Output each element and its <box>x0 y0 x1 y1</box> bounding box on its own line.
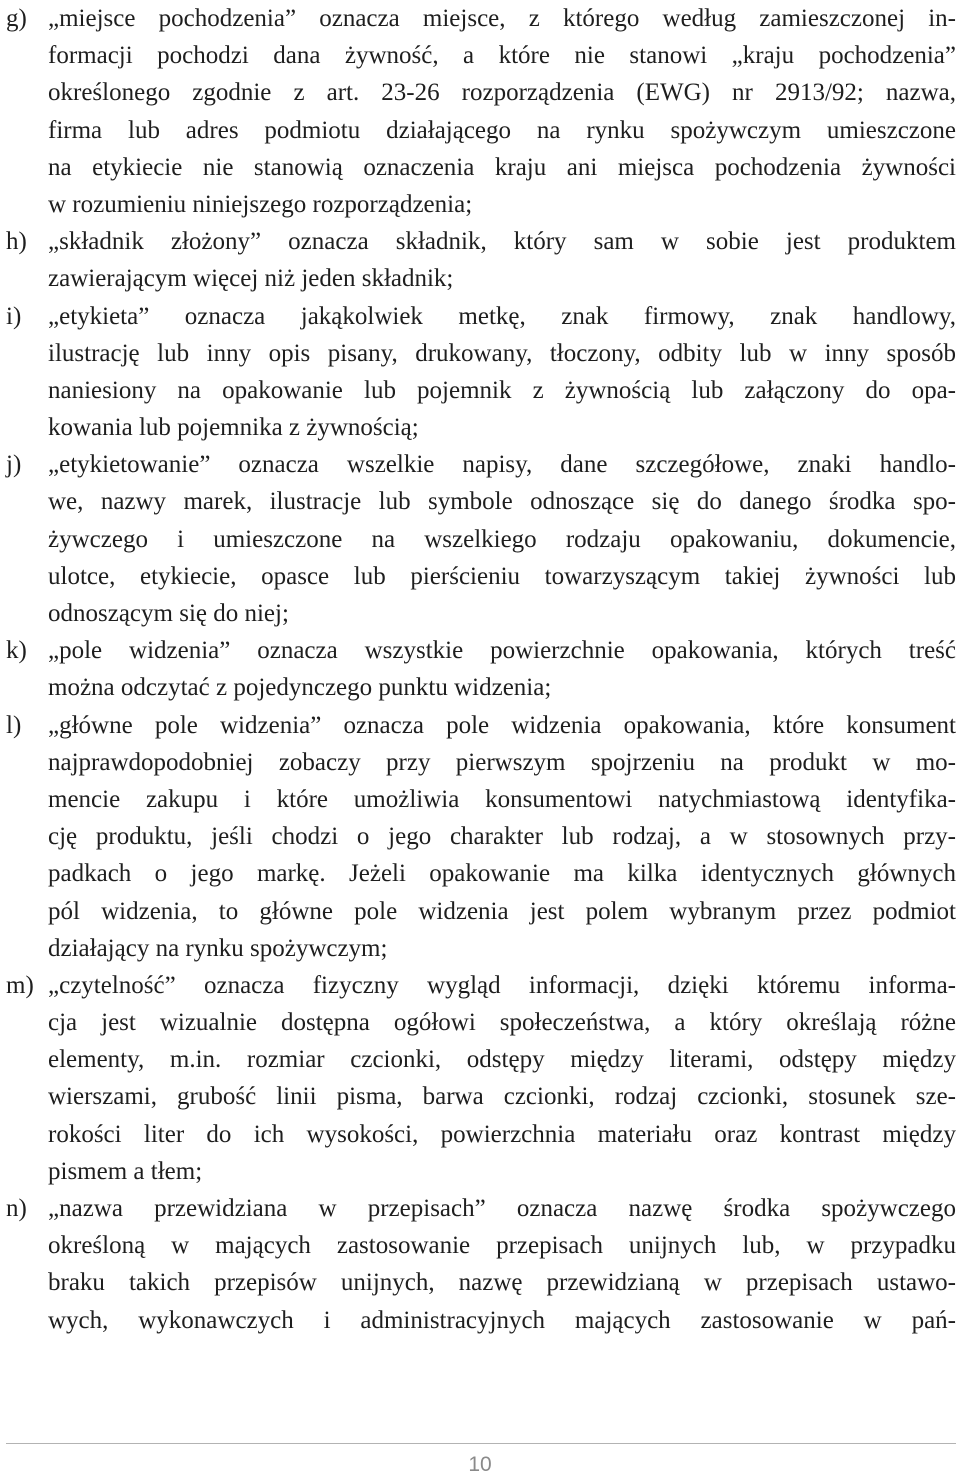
text-line: mencie zakupu i które umożliwia konsumentowi natychmiastową identyfika- <box>48 785 956 813</box>
page-number: 10 <box>468 1453 492 1476</box>
text-line: zawierającym więcej niż jeden składnik; <box>48 265 454 293</box>
text-line: pól widzenia, to główne pole widzenia jest polem wybranym przez podmiot <box>48 897 956 925</box>
text-line: wych, wykonawczych i administracyjnych mających zastosowanie w pań- <box>48 1306 956 1334</box>
text-line: ulotce, etykiecie, opasce lub pierścieniu towarzyszącym takiej żywności lub <box>48 562 956 590</box>
definition-k <box>6 632 956 706</box>
text-line: formacji pochodzi dana żywność, a które nie stanowi „kraju pochodzenia” <box>48 42 956 70</box>
text-line: „czytelność” oznacza fizyczny wygląd informacji, dzięki któremu informa- <box>48 971 956 999</box>
definition-i <box>6 298 956 447</box>
definition-l <box>6 707 956 967</box>
definition-text <box>48 1190 956 1339</box>
definition-text <box>48 298 956 447</box>
definition-letter: h) <box>6 228 27 256</box>
text-line: „składnik złożony” oznacza składnik, który sam w sobie jest produktem <box>48 228 956 256</box>
definition-text <box>48 707 956 967</box>
text-line: najprawdopodobniej zobaczy przy pierwszym spojrzeniu na produkt w mo- <box>48 748 956 776</box>
text-line: „nazwa przewidziana w przepisach” oznacza nazwę środka spożywczego <box>48 1195 956 1222</box>
definition-text <box>48 446 956 632</box>
definition-letter: m) <box>6 971 34 999</box>
text-line: „pole widzenia” oznacza wszystkie powierzchnie opakowania, których treść <box>48 637 956 665</box>
definition-text <box>48 967 956 1190</box>
text-line: działający na rynku spożywczym; <box>48 934 388 962</box>
definition-text <box>48 223 956 297</box>
footer-divider <box>6 1443 956 1444</box>
text-line: „etykietowanie” oznacza wszelkie napisy, dane szczegółowe, znaki handlo- <box>48 451 956 479</box>
definition-letter: i) <box>6 302 22 330</box>
text-line: odnoszącym się do niej; <box>48 600 289 627</box>
text-line: kowania lub pojemnika z żywnością; <box>48 414 419 442</box>
text-line: rokości liter do ich wysokości, powierzchnia materiału oraz kontrast między <box>48 1120 956 1148</box>
text-line: określoną w mających zastosowanie przepisach unijnych lub, w przypadku <box>48 1232 956 1260</box>
text-line: ilustrację lub inny opis pisany, drukowany, tłoczony, odbity lub w inny sposób <box>48 339 956 367</box>
text-line: padkach o jego markę. Jeżeli opakowanie ma kilka identycznych głównych <box>48 860 956 888</box>
text-line: wierszami, grubość linii pisma, barwa czcionki, rodzaj czcionki, stosunek sze- <box>48 1083 956 1111</box>
text-line: na etykiecie nie stanowią oznaczenia kraju ani miejsca pochodzenia żywności <box>48 153 956 181</box>
definition-letter: l) <box>6 711 22 739</box>
definition-j <box>6 446 956 632</box>
definition-text <box>48 0 956 223</box>
text-line: elementy, m.in. rozmiar czcionki, odstępy między literami, odstępy między <box>48 1046 956 1074</box>
text-line: firma lub adres podmiotu działającego na rynku spożywczym umieszczone <box>48 116 956 144</box>
text-line: we, nazwy marek, ilustracje lub symbole odnoszące się do danego środka spo- <box>48 488 956 516</box>
definition-letter: n) <box>6 1195 27 1222</box>
text-line: cję produktu, jeśli chodzi o jego charakter lub rodzaj, a w stosownych przy- <box>48 823 956 851</box>
definition-g <box>6 0 956 223</box>
text-line: naniesiony na opakowanie lub pojemnik z żywnością lub załączony do opa- <box>48 376 956 404</box>
text-line: braku takich przepisów unijnych, nazwę przewidzianą w przepisach ustawo- <box>48 1269 956 1297</box>
text-line: określonego zgodnie z art. 23-26 rozporządzenia (EWG) nr 2913/92; nazwa, <box>48 79 956 107</box>
definition-text <box>48 632 956 706</box>
definition-letter: j) <box>6 451 22 479</box>
definition-n <box>6 1190 956 1339</box>
definition-letter: k) <box>6 637 27 665</box>
document-body <box>6 0 956 1339</box>
text-line: żywczego i umieszczone na wszelkiego rodzaju opakowaniu, dokumencie, <box>48 525 956 553</box>
text-line: pismem a tłem; <box>48 1157 203 1185</box>
text-line: „miejsce pochodzenia” oznacza miejsce, z którego według zamieszczonej in- <box>48 5 956 32</box>
text-line: „główne pole widzenia” oznacza pole widzenia opakowania, które konsument <box>48 711 956 739</box>
text-line: cja jest wizualnie dostępna ogółowi społeczeństwa, a który określają różne <box>48 1009 956 1037</box>
definition-h <box>6 223 956 297</box>
definition-m <box>6 967 956 1190</box>
text-line: w rozumieniu niniejszego rozporządzenia; <box>48 190 473 218</box>
text-line: można odczytać z pojedynczego punktu widzenia; <box>48 674 552 702</box>
definition-letter: g) <box>6 5 27 32</box>
text-line: „etykieta” oznacza jakąkolwiek metkę, znak firmowy, znak handlowy, <box>48 302 956 330</box>
